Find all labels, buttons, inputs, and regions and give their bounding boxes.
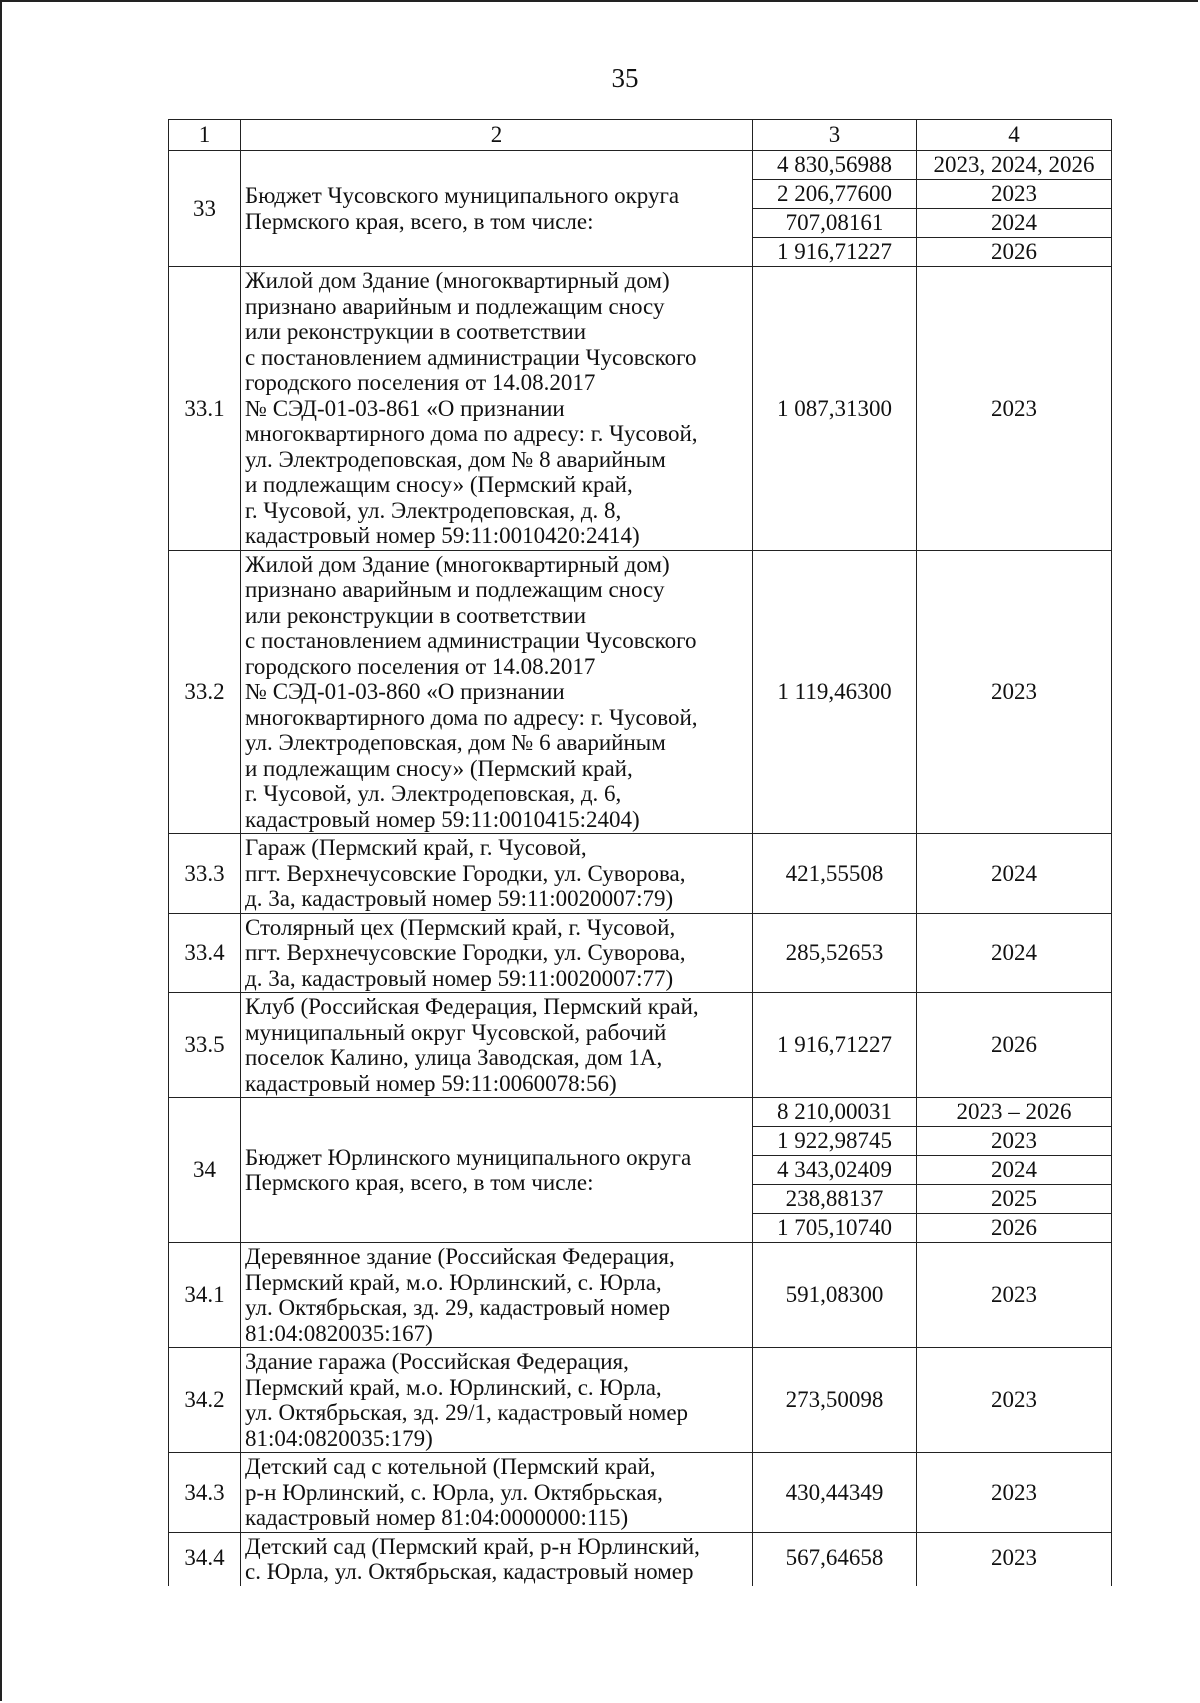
row-year: 2026	[917, 993, 1112, 1098]
table-row	[169, 151, 1112, 180]
row-year: 2024	[917, 209, 1112, 238]
row-name-line: кадастровый номер 59:11:0060078:56)	[245, 1070, 617, 1096]
row-amount: 707,08161	[753, 209, 917, 238]
row-name	[241, 834, 753, 914]
row-year: 2023 – 2026	[917, 1098, 1112, 1127]
row-amount: 430,44349	[753, 1453, 917, 1533]
header-col-4: 4	[917, 120, 1112, 151]
row-name-line: Жилой дом Здание (многоквартирный дом)	[245, 268, 670, 293]
row-year: 2023	[917, 1453, 1112, 1533]
row-amount: 421,55508	[753, 834, 917, 914]
table-row	[169, 834, 1112, 914]
row-name	[241, 1098, 753, 1243]
row-year: 2023	[917, 1127, 1112, 1156]
row-name-line: Детский сад с котельной (Пермский край,	[245, 1454, 656, 1479]
row-year: 2023	[917, 550, 1112, 834]
row-name-line: с постановлением администрации Чусовского	[245, 344, 697, 370]
row-name-line: с. Юрла, ул. Октябрьская, кадастровый номер	[245, 1559, 694, 1584]
row-amount: 1 922,98745	[753, 1127, 917, 1156]
row-name-line: признано аварийным и подлежащим сносу	[245, 293, 665, 319]
row-year: 2026	[917, 238, 1112, 267]
row-number: 33.5	[169, 993, 241, 1098]
row-name-line: Здание гаража (Российская Федерация,	[245, 1349, 629, 1374]
row-name-line: р-н Юрлинский, с. Юрла, ул. Октябрьская,	[245, 1479, 663, 1505]
row-name	[241, 550, 753, 834]
row-amount: 1 087,31300	[753, 267, 917, 551]
row-name	[241, 913, 753, 993]
row-amount: 1 916,71227	[753, 993, 917, 1098]
row-amount: 4 830,56988	[753, 151, 917, 180]
row-number: 33.4	[169, 913, 241, 993]
row-amount: 1 119,46300	[753, 550, 917, 834]
row-name-line: кадастровый номер 81:04:0000000:115)	[245, 1505, 629, 1530]
row-name-line: Пермского края, всего, в том числе:	[245, 208, 594, 234]
row-name-line: г. Чусовой, ул. Электродеповская, д. 6,	[245, 781, 622, 806]
row-name-line: Пермский край, м.о. Юрлинский, с. Юрла,	[245, 1269, 662, 1295]
row-name-line: или реконструкции в соответствии	[245, 602, 587, 628]
row-name-line: Бюджет Чусовского муниципального округа	[245, 183, 680, 208]
table-row	[169, 1532, 1112, 1586]
row-name-line: или реконструкции в соответствии	[245, 319, 587, 344]
row-name	[241, 1453, 753, 1533]
table-row	[169, 993, 1112, 1098]
row-amount: 238,88137	[753, 1185, 917, 1214]
table-row	[169, 1348, 1112, 1453]
row-amount: 1 916,71227	[753, 238, 917, 267]
row-number: 33	[169, 151, 241, 267]
row-name-line: Пермского края, всего, в том числе:	[245, 1170, 594, 1195]
table-row	[169, 550, 1112, 834]
header-col-3: 3	[753, 120, 917, 151]
row-amount: 4 343,02409	[753, 1156, 917, 1185]
row-name-line: Столярный цех (Пермский край, г. Чусовой,	[245, 914, 676, 940]
row-amount: 285,52653	[753, 913, 917, 993]
row-year: 2023	[917, 1243, 1112, 1348]
row-name	[241, 267, 753, 551]
row-name-line: д. 3а, кадастровый номер 59:11:0020007:77)	[245, 965, 674, 991]
row-year: 2025	[917, 1185, 1112, 1214]
row-name-line: 81:04:0820035:179)	[245, 1425, 433, 1451]
row-name-line: признано аварийным и подлежащим сносу	[245, 577, 665, 602]
row-number: 34.4	[169, 1532, 241, 1586]
row-name-line: Клуб (Российская Федерация, Пермский край,	[245, 994, 699, 1019]
row-name-line: с постановлением администрации Чусовского	[245, 628, 697, 653]
table-header-row	[169, 120, 1112, 151]
row-name-line: муниципальный округ Чусовской, рабочий	[245, 1019, 667, 1045]
row-amount: 2 206,77600	[753, 180, 917, 209]
row-year: 2024	[917, 1156, 1112, 1185]
row-name-line: кадастровый номер 59:11:0010415:2404)	[245, 806, 640, 832]
row-amount: 567,64658	[753, 1532, 917, 1586]
row-number: 34.2	[169, 1348, 241, 1453]
table-row	[169, 913, 1112, 993]
row-name	[241, 993, 753, 1098]
page-number: 35	[611, 63, 639, 93]
row-name-line: поселок Калино, улица Заводская, дом 1А,	[245, 1045, 663, 1070]
row-amount: 8 210,00031	[753, 1098, 917, 1127]
row-name-line: ул. Электродеповская, дом № 8 аварийным	[245, 446, 666, 472]
row-name-line: Деревянное здание (Российская Федерация,	[245, 1244, 675, 1269]
row-number: 34	[169, 1098, 241, 1243]
header-col-2: 2	[241, 120, 753, 151]
row-name-line: кадастровый номер 59:11:0010420:2414)	[245, 523, 640, 548]
row-name-line: городского поселения от 14.08.2017	[245, 370, 596, 395]
table-row	[169, 1243, 1112, 1348]
row-name-line: 81:04:0820035:167)	[245, 1320, 433, 1346]
row-name-line: Бюджет Юрлинского муниципального округа	[245, 1144, 692, 1170]
row-name-line: Гараж (Пермский край, г. Чусовой,	[245, 835, 587, 860]
table-row	[169, 1453, 1112, 1533]
row-name	[241, 1243, 753, 1348]
row-name-line: д. 3а, кадастровый номер 59:11:0020007:79)	[245, 886, 674, 911]
row-name-line: Пермский край, м.о. Юрлинский, с. Юрла,	[245, 1374, 662, 1400]
budget-table	[168, 119, 1112, 1586]
row-year: 2026	[917, 1214, 1112, 1243]
row-name-line: многоквартирного дома по адресу: г. Чусовой,	[245, 704, 698, 730]
row-name-line: и подлежащим сносу» (Пермский край,	[245, 755, 633, 781]
row-name-line: № СЭД-01-03-860 «О признании	[245, 679, 565, 704]
row-name-line: ул. Октябрьская, зд. 29/1, кадастровый номер	[245, 1400, 689, 1425]
row-year: 2024	[917, 913, 1112, 993]
row-name	[241, 151, 753, 267]
row-name-line: ул. Электродеповская, дом № 6 аварийным	[245, 730, 666, 755]
row-name-line: пгт. Верхнечусовские Городки, ул. Суворова,	[245, 940, 686, 965]
row-year: 2023, 2024, 2026	[917, 151, 1112, 180]
row-name-line: Жилой дом Здание (многоквартирный дом)	[245, 551, 670, 577]
row-year: 2023	[917, 267, 1112, 551]
row-year: 2023	[917, 1348, 1112, 1453]
row-number: 33.1	[169, 267, 241, 551]
row-name-line: ул. Октябрьская, зд. 29, кадастровый номер	[245, 1295, 671, 1320]
row-name-line: г. Чусовой, ул. Электродеповская, д. 8,	[245, 497, 622, 523]
row-amount: 273,50098	[753, 1348, 917, 1453]
row-amount: 1 705,10740	[753, 1214, 917, 1243]
row-amount: 591,08300	[753, 1243, 917, 1348]
row-name-line: и подлежащим сносу» (Пермский край,	[245, 472, 633, 497]
row-number: 33.2	[169, 550, 241, 834]
row-name-line: № СЭД-01-03-861 «О признании	[245, 395, 565, 421]
row-name-line: пгт. Верхнечусовские Городки, ул. Суворова,	[245, 860, 686, 886]
row-number: 33.3	[169, 834, 241, 914]
row-name-line: Детский сад (Пермский край, р-н Юрлинский,	[245, 1533, 700, 1559]
table-row	[169, 1098, 1112, 1127]
row-year: 2023	[917, 180, 1112, 209]
row-number: 34.1	[169, 1243, 241, 1348]
row-number: 34.3	[169, 1453, 241, 1533]
row-name	[241, 1348, 753, 1453]
row-year: 2023	[917, 1532, 1112, 1586]
row-name-line: многоквартирного дома по адресу: г. Чусовой,	[245, 421, 698, 446]
header-col-1: 1	[169, 120, 241, 151]
row-name-line: городского поселения от 14.08.2017	[245, 653, 596, 679]
table-row	[169, 267, 1112, 551]
row-name	[241, 1532, 753, 1586]
row-year: 2024	[917, 834, 1112, 914]
